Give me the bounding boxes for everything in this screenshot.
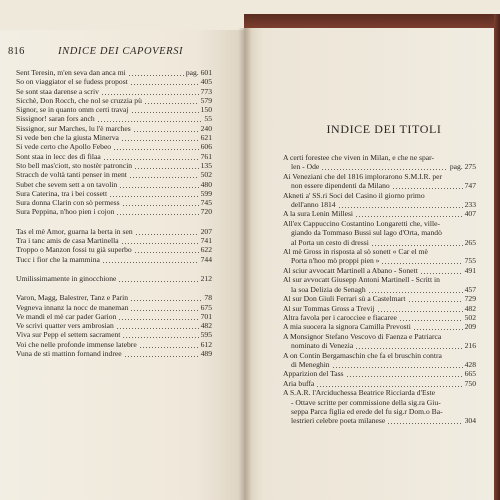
dot-leader (101, 87, 199, 96)
index-titoli-heading: INDICE DEI TITOLI (326, 122, 442, 136)
index-titoli-list (283, 153, 476, 426)
title-text: A mia suocera la signora Camilla Prevosti (283, 322, 411, 332)
page-reference: 747 (464, 181, 476, 191)
dot-leader (355, 209, 463, 218)
title-text: Apparizion del Tass (283, 369, 344, 379)
page-reference: 55 (204, 114, 212, 124)
title-entry (283, 294, 476, 303)
dot-leader (134, 245, 199, 254)
page-reference: 729 (464, 294, 476, 304)
page-reference: 606 (200, 142, 212, 152)
index-line (16, 274, 212, 283)
dot-leader (119, 180, 198, 189)
first-line-text: Stracch de voltà tanti penser in ment (16, 170, 127, 180)
title-entry (283, 369, 476, 378)
title-entry (283, 153, 476, 172)
index-line (16, 161, 212, 170)
first-line-text: Sent Teresin, m'en seva dan anca mi (16, 68, 126, 77)
index-line (16, 293, 212, 302)
title-text: nominato di Venezia (291, 341, 354, 351)
page-reference: 209 (464, 322, 476, 332)
index-line (16, 189, 212, 198)
dot-leader (102, 255, 199, 264)
page-reference: 233 (464, 200, 476, 210)
first-line-text: So on viaggiator el se fudess propost (16, 77, 128, 87)
dot-leader (116, 321, 199, 330)
title-entry (283, 304, 476, 313)
title-entry (283, 388, 476, 426)
index-line (16, 133, 212, 142)
page-reference: pag. 275 (449, 162, 476, 172)
index-line (16, 152, 212, 161)
page-reference: 665 (464, 369, 476, 379)
dot-leader (316, 379, 462, 388)
page-reference: 480 (200, 179, 212, 189)
title-text: Al sur Tommas Gross a Trevij (283, 303, 375, 313)
title-entry (283, 172, 476, 191)
page-reference: 701 (200, 311, 212, 321)
index-line (16, 330, 212, 339)
index-line (16, 142, 212, 151)
dot-leader (387, 416, 462, 425)
title-entry (283, 275, 476, 294)
page-reference: 761 (200, 151, 212, 161)
index-line (16, 96, 212, 105)
group-spacer (16, 283, 212, 293)
dot-leader (122, 198, 199, 207)
title-text: al Porta un cesto di dressi (291, 237, 369, 247)
group-spacer (16, 264, 212, 274)
first-line-text: Si vede certo che Apollo Febeo (16, 142, 112, 152)
index-line (16, 124, 212, 133)
page-reference: 599 (200, 188, 212, 198)
title-entry (283, 219, 476, 247)
page-reference: 502 (200, 170, 212, 180)
dot-leader (368, 285, 463, 294)
title-text: seppa Parca figlia ed erede del fu sig.r Dom.o Ba- (291, 406, 443, 416)
page-reference: 745 (200, 198, 212, 208)
first-line-text: Subet che sevem sett a on tavolin (16, 179, 118, 189)
first-line-text: Tucc i fior che la mammina (16, 254, 100, 264)
page-reference: 482 (464, 303, 476, 313)
dot-leader (118, 312, 198, 321)
first-line-text: Voi che nelle profonde immense latebre (16, 339, 137, 349)
page-reference: 150 (200, 105, 212, 115)
title-entry (283, 322, 476, 331)
index-line (16, 245, 212, 254)
title-text: Porta n'hoo mò proppi pien » (291, 256, 380, 266)
index-line (16, 180, 212, 189)
title-text: Al mè Gross in risposta al sò sonett « Car el mè (283, 247, 428, 257)
title-text: Altra favola per i carocciee e fiacaree (283, 312, 397, 322)
page-reference: 407 (464, 209, 476, 219)
title-entry (283, 313, 476, 322)
page-reference: 457 (464, 284, 476, 294)
index-line (16, 236, 212, 245)
page-reference: pag. 601 (185, 68, 212, 77)
first-line-text: Viva sur Pepp el settem sacrament (16, 330, 121, 340)
dot-leader (413, 322, 463, 331)
title-entry (283, 379, 476, 388)
page-reference: 216 (464, 341, 476, 351)
title-text: Al sciur avvocatt Martinell a Abano - Sonett (283, 265, 418, 275)
title-text: A Monsignor Stefano Vescovo di Faenza e Patriarca (283, 331, 442, 341)
index-line (16, 207, 212, 216)
dot-leader (420, 266, 463, 275)
page-reference: 579 (200, 95, 212, 105)
first-line-text: Varon, Magg, Balestrer, Tanz e Parin (16, 293, 129, 303)
title-text: Ai Veneziani che del 1816 implorarono S.M.I.R. per (283, 171, 443, 181)
first-line-text: Tas el mè Amor, guarna la berta in sen (16, 226, 133, 236)
title-text: len - Ode (291, 162, 320, 172)
dot-leader (124, 349, 199, 358)
title-entry (283, 247, 476, 266)
page-reference: 744 (200, 254, 212, 264)
index-line (16, 114, 212, 123)
dot-leader (113, 142, 199, 151)
first-line-text: Tra i tanc amis de casa Martinella (16, 236, 119, 246)
page-reference: 78 (204, 293, 212, 303)
index-line (16, 105, 212, 114)
dot-leader (346, 369, 463, 378)
index-line (16, 77, 212, 86)
book-cover-edge (244, 14, 500, 28)
book-gutter (238, 28, 252, 500)
first-line-text: Ve mandi el mè car pader Garion (16, 311, 117, 321)
page-reference: 675 (200, 302, 212, 312)
page-reference: 773 (200, 86, 212, 96)
first-line-text: Ve scrivi quatter vers ambrosian (16, 321, 114, 331)
title-text: Al sur Don Giuli Ferrari sù a Castelmart (283, 294, 406, 304)
page-reference: 207 (200, 226, 212, 236)
index-line (16, 198, 212, 207)
title-text: la soa Delizia de Senagh (291, 284, 366, 294)
dot-leader (381, 256, 462, 265)
index-line (16, 312, 212, 321)
first-line-text: Sura Caterina, tra i bei cossett (16, 188, 108, 198)
dot-leader (103, 152, 199, 161)
page-reference: 612 (200, 339, 212, 349)
page-reference: 750 (464, 378, 476, 388)
page-reference: 482 (200, 321, 212, 331)
first-line-text: Umilissimamente in ginocchione (16, 273, 117, 283)
page-reference: 502 (464, 312, 476, 322)
title-text: dell'anno 1814 (291, 200, 336, 210)
dot-leader (338, 200, 463, 209)
dot-leader (371, 238, 463, 247)
index-line (16, 340, 212, 349)
dot-leader (399, 313, 463, 322)
dot-leader (408, 294, 463, 303)
title-text: A S.A.R. l'Arciduchessa Beatrice Ricciarda d'Este (283, 388, 436, 398)
page-reference: 755 (464, 256, 476, 266)
dot-leader (332, 360, 463, 369)
first-line-text: Sissignor! saran fors anch (16, 114, 95, 124)
first-line-text: Sicchè, Don Rocch, che nol se cruzzia pù (16, 95, 142, 105)
dot-leader (109, 189, 199, 198)
first-line-text: Se sont staa darense a scriv (16, 86, 99, 96)
index-line (16, 255, 212, 264)
first-line-text: Vuna de sti mattinn fornand indree (16, 349, 122, 359)
first-line-text: Sissignor, sur Marches, lu l'è marches (16, 123, 131, 133)
book-cover-edge (494, 14, 500, 500)
page-reference: 489 (200, 349, 212, 359)
title-text: All'ex Cappuccino Costantino Longaretti che, ville- (283, 218, 440, 228)
first-line-text: Signor, se in quanto omm certi travaj (16, 105, 129, 115)
first-line-text: Sura donna Clarin con sò permess (16, 198, 120, 208)
title-text: A on Contin Bergamaschin che fa el bruschin contra (283, 350, 442, 360)
running-title: INDICE DEI CAPOVERSI (58, 46, 184, 57)
dot-leader (118, 274, 198, 283)
dot-leader (134, 161, 199, 170)
group-spacer (16, 217, 212, 227)
first-line-text: Sto bell mas'ciott, sto nostèr patroncin (16, 160, 133, 170)
page-reference: 741 (200, 236, 212, 246)
dot-leader (130, 77, 199, 86)
dot-leader (392, 181, 463, 190)
dot-leader (122, 330, 198, 339)
page-reference: 135 (200, 160, 212, 170)
first-line-text: Troppo o Manzon fossi tu già superbo (16, 245, 132, 255)
title-entry (283, 351, 476, 370)
title-text: Aria buffa (283, 378, 315, 388)
title-text: lestrieri celebre poeta milanese (291, 416, 386, 426)
page-number: 816 (8, 46, 25, 57)
dot-leader (121, 236, 199, 245)
title-text: giando da Tommaso Bussi sul lago d'Orta, mandò (291, 228, 442, 238)
dot-leader (135, 227, 199, 236)
page-reference: 621 (200, 133, 212, 143)
dot-leader (377, 304, 463, 313)
dot-leader (355, 341, 462, 350)
dot-leader (130, 293, 202, 302)
page-reference: 595 (200, 330, 212, 340)
index-capoversi-list (16, 68, 212, 358)
title-entry (283, 332, 476, 351)
title-entry (283, 209, 476, 218)
page-reference: 405 (200, 77, 212, 87)
dot-leader (139, 340, 199, 349)
dot-leader (128, 68, 184, 77)
dot-leader (121, 133, 199, 142)
first-line-text: Sura Peppina, n'hoo pien i cojon (16, 207, 115, 217)
title-entry (283, 266, 476, 275)
index-line (16, 321, 212, 330)
dot-leader (130, 303, 198, 312)
title-text: Akneti a' SS.ri Soci del Casino il giorno primo (283, 190, 425, 200)
index-line (16, 227, 212, 236)
dot-leader (129, 170, 199, 179)
first-line-text: Si vede ben che la giusta Minerva (16, 133, 119, 143)
title-text: A la sura Lenin Millesi (283, 209, 354, 219)
first-line-text: Vegneva innanz la nocc de maneman (16, 302, 129, 312)
dot-leader (144, 96, 199, 105)
dot-leader (131, 105, 199, 114)
running-head (8, 46, 236, 57)
page-reference: 304 (464, 416, 476, 426)
page-reference: 240 (200, 123, 212, 133)
title-text: A certi forestee che viven in Milan, e che ne spar- (283, 153, 435, 162)
page-reference: 622 (200, 245, 212, 255)
index-line (16, 87, 212, 96)
index-line (16, 303, 212, 312)
dot-leader (133, 124, 199, 133)
dot-leader (97, 114, 203, 123)
index-line (16, 68, 212, 77)
page-reference: 491 (464, 265, 476, 275)
dot-leader (116, 207, 198, 216)
title-entry (283, 191, 476, 210)
index-line (16, 349, 212, 358)
title-text: non essere dipendenti da Milano (291, 181, 390, 191)
title-text: Al sur avvocatt Giusepp Antoni Martinell - Scritt in (283, 275, 440, 285)
first-line-text: Sont staa in lecc des dì filaa (16, 151, 101, 161)
page-reference: 212 (200, 273, 212, 283)
dot-leader (321, 162, 448, 171)
page-reference: 265 (464, 237, 476, 247)
index-line (16, 170, 212, 179)
page-reference: 428 (464, 359, 476, 369)
title-text: - Ottave scritte per commissione della sig.ra Giu- (291, 397, 441, 407)
page-reference: 720 (200, 207, 212, 217)
title-text: di Meneghin (291, 359, 330, 369)
